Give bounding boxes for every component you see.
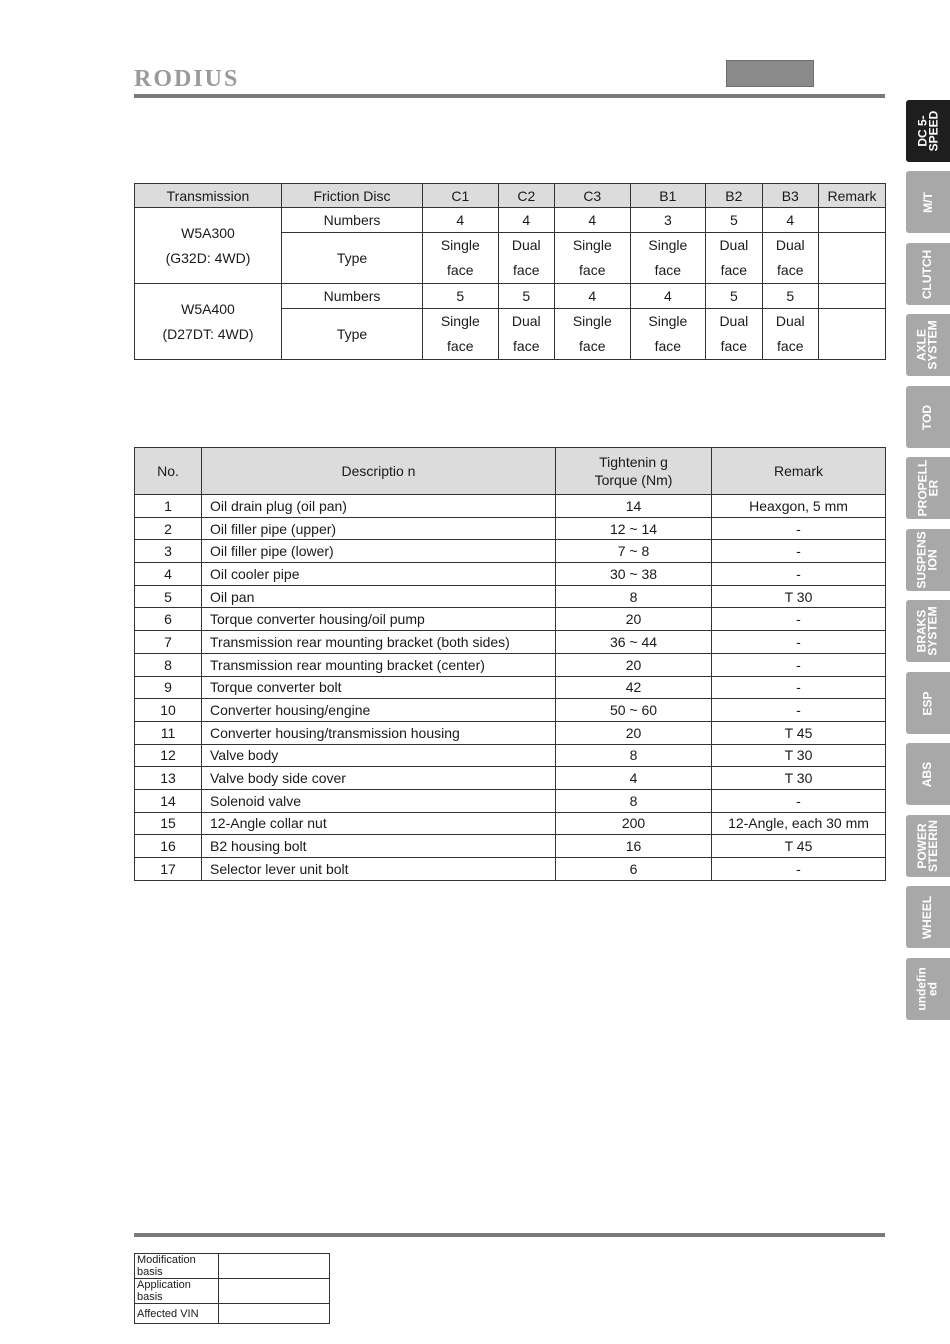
row-description: Oil cooler pipe xyxy=(202,563,556,586)
side-tab-label: POWER STEERIN xyxy=(915,819,941,873)
header-torque-line2: Torque (Nm) xyxy=(594,472,673,488)
remark-cell xyxy=(819,208,886,233)
row-remark: - xyxy=(712,858,886,881)
friction-numbers-row xyxy=(135,208,886,233)
transmission-model xyxy=(135,284,282,360)
disc-type-line1: Dual xyxy=(511,313,541,329)
row-description: Torque converter housing/oil pump xyxy=(202,608,556,631)
disc-type-line1: Dual xyxy=(775,313,805,329)
table-row xyxy=(135,631,886,654)
side-tab-7[interactable] xyxy=(906,600,950,662)
row-remark: - xyxy=(712,517,886,540)
remark-cell xyxy=(819,233,886,284)
disc-type-line2: face xyxy=(654,338,682,354)
row-remark: - xyxy=(712,540,886,563)
row-description: Selector lever unit bolt xyxy=(202,858,556,881)
row-number: 12 xyxy=(135,744,202,767)
side-tab-9[interactable] xyxy=(906,743,950,805)
row-remark: - xyxy=(712,631,886,654)
disc-type-line2: face xyxy=(654,262,682,278)
disc-count-cell: 5 xyxy=(498,284,554,309)
disc-count-cell: 3 xyxy=(630,208,706,233)
header-b2: B2 xyxy=(706,184,762,208)
side-tab-1[interactable] xyxy=(906,171,950,233)
disc-type-line1: Single xyxy=(572,237,612,253)
side-tab-6[interactable] xyxy=(906,529,950,591)
disc-type-line1: Dual xyxy=(719,237,749,253)
disc-type-line2: face xyxy=(777,338,804,354)
row-number: 17 xyxy=(135,858,202,881)
side-tab-3[interactable] xyxy=(906,314,950,376)
side-tab-8[interactable] xyxy=(906,672,950,734)
row-number: 6 xyxy=(135,608,202,631)
row-description: Oil filler pipe (lower) xyxy=(202,540,556,563)
side-tab-11[interactable] xyxy=(906,886,950,948)
row-number: 5 xyxy=(135,585,202,608)
disc-type-cell xyxy=(762,233,818,284)
row-number: 15 xyxy=(135,812,202,835)
affected-vin-value xyxy=(219,1304,330,1324)
disc-type-line1: Dual xyxy=(511,237,541,253)
row-description: Converter housing/transmission housing xyxy=(202,721,556,744)
row-number: 7 xyxy=(135,631,202,654)
row-torque: 8 xyxy=(556,585,712,608)
row-remark: T 45 xyxy=(712,721,886,744)
side-tab-label: PROPELL ER xyxy=(915,459,941,517)
disc-type-line1: Single xyxy=(440,313,480,329)
table-row xyxy=(135,699,886,722)
header-b1: B1 xyxy=(630,184,706,208)
row-number: 10 xyxy=(135,699,202,722)
side-tab-label: BRAKS SYSTEM xyxy=(915,606,940,656)
disc-count-cell: 4 xyxy=(762,208,818,233)
header-section-box xyxy=(726,60,814,87)
row-number: 11 xyxy=(135,721,202,744)
table-row xyxy=(135,744,886,767)
row-torque: 20 xyxy=(556,721,712,744)
disc-type-line2: face xyxy=(513,262,540,278)
model-variant: (D27DT: 4WD) xyxy=(162,325,254,342)
side-tab-label: undefin ed xyxy=(914,967,940,1011)
header-friction-disc: Friction Disc xyxy=(282,184,423,208)
disc-count-cell: 5 xyxy=(762,284,818,309)
row-remark: T 45 xyxy=(712,835,886,858)
row-label-numbers: Numbers xyxy=(282,284,423,309)
disc-count-cell: 4 xyxy=(554,284,630,309)
row-description: Oil drain plug (oil pan) xyxy=(202,495,556,518)
header-remark: Remark xyxy=(819,184,886,208)
disc-type-line1: Single xyxy=(648,237,688,253)
table-row xyxy=(135,858,886,881)
row-remark: - xyxy=(712,608,886,631)
basis-row xyxy=(135,1279,330,1304)
header-torque xyxy=(556,448,712,495)
model-name: W5A400 xyxy=(181,300,235,317)
row-torque: 8 xyxy=(556,744,712,767)
side-tab-10[interactable] xyxy=(906,815,950,877)
disc-type-line2: face xyxy=(720,262,748,278)
modification-basis-label: Modification basis xyxy=(135,1254,219,1279)
friction-numbers-row xyxy=(135,284,886,309)
row-remark: 12-Angle, each 30 mm xyxy=(712,812,886,835)
disc-count-cell: 5 xyxy=(423,284,499,309)
disc-type-cell xyxy=(423,233,499,284)
row-remark: - xyxy=(712,676,886,699)
friction-header-row xyxy=(135,184,886,208)
table-row xyxy=(135,495,886,518)
row-description: Solenoid valve xyxy=(202,789,556,812)
side-tab-label: TOD xyxy=(920,404,935,430)
disc-type-cell xyxy=(554,233,630,284)
table-row xyxy=(135,608,886,631)
table-row xyxy=(135,540,886,563)
side-tab-label: CLUTCH xyxy=(920,249,935,299)
disc-count-cell: 4 xyxy=(498,208,554,233)
header-b3: B3 xyxy=(762,184,818,208)
application-basis-value xyxy=(219,1279,330,1304)
side-tab-12[interactable] xyxy=(906,958,950,1020)
disc-type-line1: Single xyxy=(440,237,480,253)
side-tab-label: AXLE SYSTEM xyxy=(915,320,940,370)
table-row xyxy=(135,517,886,540)
side-tab-2[interactable] xyxy=(906,243,950,305)
disc-type-cell xyxy=(762,309,818,360)
disc-type-line2: face xyxy=(720,338,748,354)
footer-rule xyxy=(134,1233,885,1237)
row-remark: - xyxy=(712,789,886,812)
disc-type-cell xyxy=(554,309,630,360)
row-remark: T 30 xyxy=(712,744,886,767)
disc-type-line1: Single xyxy=(572,313,612,329)
row-torque: 8 xyxy=(556,789,712,812)
row-description: B2 housing bolt xyxy=(202,835,556,858)
header-transmission: Transmission xyxy=(135,184,282,208)
row-remark: - xyxy=(712,653,886,676)
row-torque: 14 xyxy=(556,495,712,518)
row-number: 4 xyxy=(135,563,202,586)
disc-count-cell: 5 xyxy=(706,284,762,309)
row-description: Transmission rear mounting bracket (both sides) xyxy=(202,631,556,654)
table-row xyxy=(135,563,886,586)
tightening-torque-table xyxy=(134,447,886,881)
model-name: W5A300 xyxy=(181,224,235,241)
affected-vin-label: Affected VIN xyxy=(135,1304,219,1324)
row-torque: 12 ~ 14 xyxy=(556,517,712,540)
disc-type-line1: Dual xyxy=(775,237,805,253)
side-tab-label: WHEEL xyxy=(920,895,935,939)
basis-row xyxy=(135,1254,330,1279)
table-row xyxy=(135,767,886,790)
row-remark: T 30 xyxy=(712,585,886,608)
disc-type-line1: Dual xyxy=(719,313,749,329)
table-row xyxy=(135,835,886,858)
row-remark: Heaxgon, 5 mm xyxy=(712,495,886,518)
row-description: Valve body xyxy=(202,744,556,767)
row-torque: 200 xyxy=(556,812,712,835)
remark-cell xyxy=(819,309,886,360)
header-description: Descriptio n xyxy=(202,448,556,495)
table-row xyxy=(135,676,886,699)
row-label-type: Type xyxy=(282,233,423,284)
header-c3: C3 xyxy=(554,184,630,208)
side-tab-label: DC 5- SPEED xyxy=(915,110,940,152)
application-basis-label: Application basis xyxy=(135,1279,219,1304)
side-tab-label: M/T xyxy=(920,191,935,213)
row-torque: 20 xyxy=(556,608,712,631)
header-remark: Remark xyxy=(712,448,886,495)
basis-row xyxy=(135,1304,330,1324)
row-description: Oil filler pipe (upper) xyxy=(202,517,556,540)
row-label-numbers: Numbers xyxy=(282,208,423,233)
disc-type-cell xyxy=(706,309,762,360)
basis-table xyxy=(134,1253,330,1324)
side-tab-4[interactable] xyxy=(906,386,950,448)
row-description: Oil pan xyxy=(202,585,556,608)
row-torque: 42 xyxy=(556,676,712,699)
side-tab-5[interactable] xyxy=(906,457,950,519)
disc-type-cell xyxy=(423,309,499,360)
row-description: Torque converter bolt xyxy=(202,676,556,699)
disc-type-line2: face xyxy=(579,338,606,354)
disc-type-line2: face xyxy=(513,338,540,354)
row-remark: T 30 xyxy=(712,767,886,790)
header-c2: C2 xyxy=(498,184,554,208)
row-number: 1 xyxy=(135,495,202,518)
row-torque: 7 ~ 8 xyxy=(556,540,712,563)
header-no: No. xyxy=(135,448,202,495)
disc-count-cell: 4 xyxy=(554,208,630,233)
row-number: 9 xyxy=(135,676,202,699)
disc-type-cell xyxy=(706,233,762,284)
side-tab-label: SUSPENS ION xyxy=(915,531,941,589)
torque-header-row xyxy=(135,448,886,495)
header-rule xyxy=(134,94,885,98)
row-description: Converter housing/engine xyxy=(202,699,556,722)
row-torque: 6 xyxy=(556,858,712,881)
disc-type-cell xyxy=(498,309,554,360)
table-row xyxy=(135,721,886,744)
disc-type-cell xyxy=(630,233,706,284)
table-row xyxy=(135,585,886,608)
row-torque: 16 xyxy=(556,835,712,858)
row-description: 12-Angle collar nut xyxy=(202,812,556,835)
disc-type-line2: face xyxy=(777,262,804,278)
header-c1: C1 xyxy=(423,184,499,208)
table-row xyxy=(135,653,886,676)
brand-logo: RODIUS xyxy=(134,66,240,92)
disc-count-cell: 4 xyxy=(630,284,706,309)
row-number: 3 xyxy=(135,540,202,563)
row-label-type: Type xyxy=(282,309,423,360)
disc-type-cell xyxy=(630,309,706,360)
row-torque: 4 xyxy=(556,767,712,790)
table-row xyxy=(135,812,886,835)
row-torque: 30 ~ 38 xyxy=(556,563,712,586)
side-tab-label: ABS xyxy=(920,761,935,787)
transmission-model xyxy=(135,208,282,284)
modification-basis-value xyxy=(219,1254,330,1279)
row-torque: 20 xyxy=(556,653,712,676)
disc-type-line2: face xyxy=(447,338,474,354)
friction-disc-table xyxy=(134,183,886,360)
row-number: 16 xyxy=(135,835,202,858)
disc-count-cell: 4 xyxy=(423,208,499,233)
row-description: Valve body side cover xyxy=(202,767,556,790)
row-number: 8 xyxy=(135,653,202,676)
row-torque: 36 ~ 44 xyxy=(556,631,712,654)
disc-type-cell xyxy=(498,233,554,284)
disc-type-line2: face xyxy=(447,262,474,278)
disc-count-cell: 5 xyxy=(706,208,762,233)
row-remark: - xyxy=(712,563,886,586)
row-number: 13 xyxy=(135,767,202,790)
row-description: Transmission rear mounting bracket (center) xyxy=(202,653,556,676)
row-torque: 50 ~ 60 xyxy=(556,699,712,722)
side-tab-label: ESP xyxy=(920,690,935,716)
row-number: 14 xyxy=(135,789,202,812)
table-row xyxy=(135,789,886,812)
model-variant: (G32D: 4WD) xyxy=(165,249,251,266)
side-tab-0[interactable] xyxy=(906,100,950,162)
remark-cell xyxy=(819,284,886,309)
row-number: 2 xyxy=(135,517,202,540)
disc-type-line1: Single xyxy=(648,313,688,329)
header-torque-line1: Tightenin g xyxy=(599,454,668,470)
row-remark: - xyxy=(712,699,886,722)
disc-type-line2: face xyxy=(579,262,606,278)
